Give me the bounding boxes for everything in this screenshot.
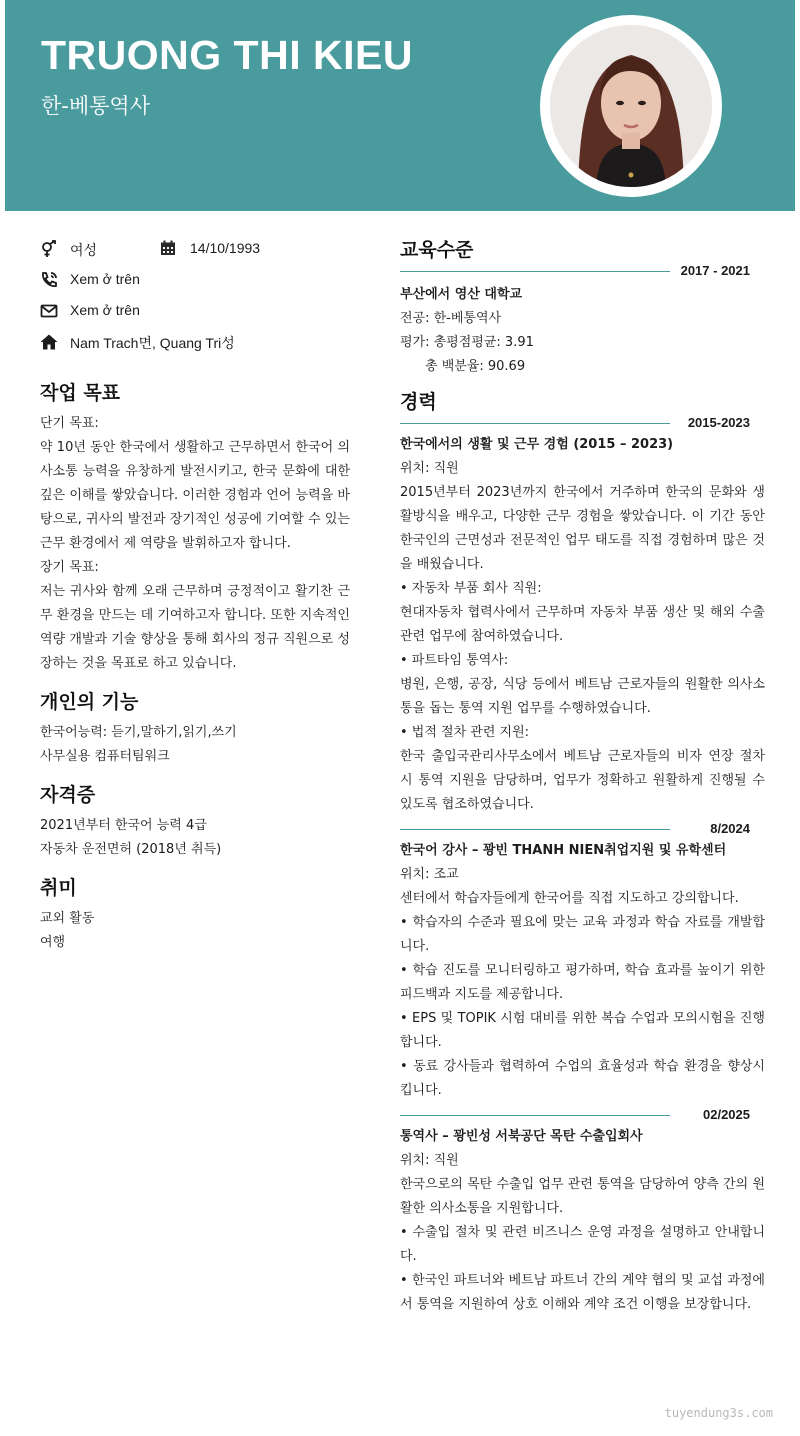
objective-section xyxy=(40,378,350,676)
job-title: 한국에서의 생활 및 근무 경험 (2015 – 2023) xyxy=(400,437,674,452)
job-line: • 학습자의 수준과 필요에 맞는 교육 과정과 학습 자료를 개발합니다. xyxy=(400,915,765,954)
job-line: • 수출입 절차 및 관련 비즈니스 운영 과정을 설명하고 안내합니다. xyxy=(400,1225,765,1264)
gpa-text: 평가: 총평점평균: 3.91 xyxy=(400,335,534,350)
job-line: 한국 출입국관리사무소에서 베트남 근로자들의 비자 연장 절차 시 통역 지원을 담당하며, 업무가 정확하고 원활하게 진행될 수 있도록 협조하였습니다. xyxy=(400,749,765,812)
job-line: 현대자동차 협력사에서 근무하며 자동차 부품 생산 및 해외 수출 관련 업무에 참여하였습니다. xyxy=(400,605,765,644)
job-title: 한국어 강사 – 꽝빈 THANH NIEN취업지원 및 유학센터 xyxy=(400,843,727,858)
job-title: 통역사 – 꽝빈성 서북공단 목탄 수출입회사 xyxy=(400,1129,643,1144)
education-date-line xyxy=(400,263,765,279)
long-term-label: 장기 목표: xyxy=(40,560,99,575)
job-line: • 법적 절차 관련 지원: xyxy=(400,725,530,740)
job-entry xyxy=(400,821,765,1103)
contact-row-address xyxy=(40,325,350,356)
job-line: • 파트타임 통역사: xyxy=(400,653,509,668)
watermark: tuyendung3s.com xyxy=(664,1406,773,1420)
gender-text: 여성 xyxy=(70,242,98,258)
skill-item: 한국어능력: 듣기,말하기,읽기,쓰기 xyxy=(40,725,237,740)
job-line: • 동료 강사들과 협력하여 수업의 효율성과 학습 환경을 향상시킵니다. xyxy=(400,1059,765,1098)
major-text: 전공: 한-베통역사 xyxy=(400,311,502,326)
gender-icon xyxy=(40,240,58,258)
job-line: 2015년부터 2023년까지 한국에서 거주하며 한국의 문화와 생활방식을 배우고, 다양한 근무 경험을 쌓았습니다. 이 기간 동안 한국인의 근면성과 전문적인 업무 태도를 직접 경험하며 많은 것을 배웠습니다. xyxy=(400,485,765,572)
job-line: • 학습 진도를 모니터링하고 평가하며, 학습 효과를 높이기 위한 피드백과 지도를 제공합니다. xyxy=(400,963,765,1002)
profile-photo-frame xyxy=(540,15,722,197)
address-text: Nam Trach면, Quang Tri성 xyxy=(70,335,235,351)
experience-heading: 경력 xyxy=(400,391,437,413)
job-position: 위치: 직원 xyxy=(400,1153,459,1168)
education-date: 2017 - 2021 xyxy=(680,263,750,278)
divider-line xyxy=(400,423,670,424)
email-icon xyxy=(40,302,58,320)
education-heading: 교육수준 xyxy=(400,239,474,261)
short-term-label: 단기 목표: xyxy=(40,416,99,431)
job-position: 위치: 조교 xyxy=(400,867,459,882)
phone-text: Xem ở trên xyxy=(70,271,140,287)
certificate-item: 자동차 운전면허 (2018년 취득) xyxy=(40,842,222,857)
candidate-name: TRUONG THI KIEU xyxy=(41,32,413,78)
certificates-heading: 자격증 xyxy=(40,784,96,806)
certificate-item: 2021년부터 한국어 능력 4급 xyxy=(40,818,207,833)
job-line: 한국으로의 목탄 수출입 업무 관련 통역을 담당하여 양측 간의 원활한 의사소통을 지원합니다. xyxy=(400,1177,765,1216)
job-line: 센터에서 학습자들에게 한국어를 직접 지도하고 강의합니다. xyxy=(400,891,739,906)
hobbies-section xyxy=(40,873,350,955)
contact-row-gender-birthdate xyxy=(40,232,350,263)
email-text: Xem ở trên xyxy=(70,302,140,318)
left-column xyxy=(40,232,350,955)
hobby-item: 교외 활동 xyxy=(40,911,95,926)
short-term-text: 약 10년 동안 한국에서 생활하고 근무하면서 한국어 의사소통 능력을 유창하게 발전시키고, 한국 문화에 대한 깊은 이해를 쌓았습니다. 이러한 경험과 언어 능력을 바탕으로, 귀사의 발전과 장기적인 성공에 기여할 수 있는 근무 환경에서 제 역량을 발휘하고자 합니다. xyxy=(40,440,350,551)
skills-heading: 개인의 기능 xyxy=(40,691,139,713)
job-date: 2015-2023 xyxy=(687,415,750,430)
profile-photo xyxy=(550,25,712,187)
job-line: 병원, 은행, 공장, 식당 등에서 베트남 근로자들의 원활한 의사소통을 돕는 통역 지원 업무를 수행하였습니다. xyxy=(400,677,765,716)
job-line: • 한국인 파트너와 베트남 파트너 간의 계약 협의 및 교섭 과정에서 통역을 지원하여 상호 이해와 계약 조건 이행을 보장합니다. xyxy=(400,1273,765,1312)
job-entry xyxy=(400,415,765,817)
contact-row-phone xyxy=(40,263,350,294)
header-banner xyxy=(5,0,795,211)
contact-row-email xyxy=(40,294,350,325)
contact-info xyxy=(40,232,350,356)
job-title: 한-베통역사 xyxy=(41,94,151,118)
phone-icon xyxy=(40,271,58,289)
job-entry xyxy=(400,1107,765,1317)
certificates-section xyxy=(40,780,350,862)
percent-text: 총 백분율: 90.69 xyxy=(425,359,526,374)
job-line: • EPS 및 TOPIK 시험 대비를 위한 복습 수업과 모의시험을 진행합니다. xyxy=(400,1011,765,1050)
skill-item: 사무실용 컴퓨터팀워크 xyxy=(40,749,170,764)
long-term-text: 저는 귀사와 함께 오래 근무하며 긍정적이고 활기찬 근무 환경을 만드는 데 기여하고자 합니다. 또한 지속적인 역량 개발과 기술 향상을 통해 회사의 정규 직원으로 성장하는 것을 목표로 하고 있습니다. xyxy=(40,584,350,671)
divider-line xyxy=(400,271,670,272)
education-section xyxy=(400,235,765,379)
job-line: • 자동차 부품 회사 직원: xyxy=(400,581,542,596)
objective-heading: 작업 목표 xyxy=(40,382,121,404)
divider-line xyxy=(400,829,670,830)
divider-line xyxy=(400,1115,670,1116)
experience-section xyxy=(400,387,765,1317)
job-date-line xyxy=(400,415,765,431)
home-icon xyxy=(40,333,58,351)
job-position: 위치: 직원 xyxy=(400,461,459,476)
job-date: 8/2024 xyxy=(710,821,750,836)
job-date-line xyxy=(400,1107,765,1123)
school-name: 부산에서 영산 대학교 xyxy=(400,287,523,302)
skills-section xyxy=(40,687,350,769)
hobby-item: 여행 xyxy=(40,935,66,950)
hobbies-heading: 취미 xyxy=(40,877,77,899)
job-date: 02/2025 xyxy=(703,1107,750,1122)
job-date-line xyxy=(400,821,765,837)
birthdate-text: 14/10/1993 xyxy=(190,240,261,256)
right-column xyxy=(400,235,765,1317)
calendar-icon xyxy=(160,240,178,258)
